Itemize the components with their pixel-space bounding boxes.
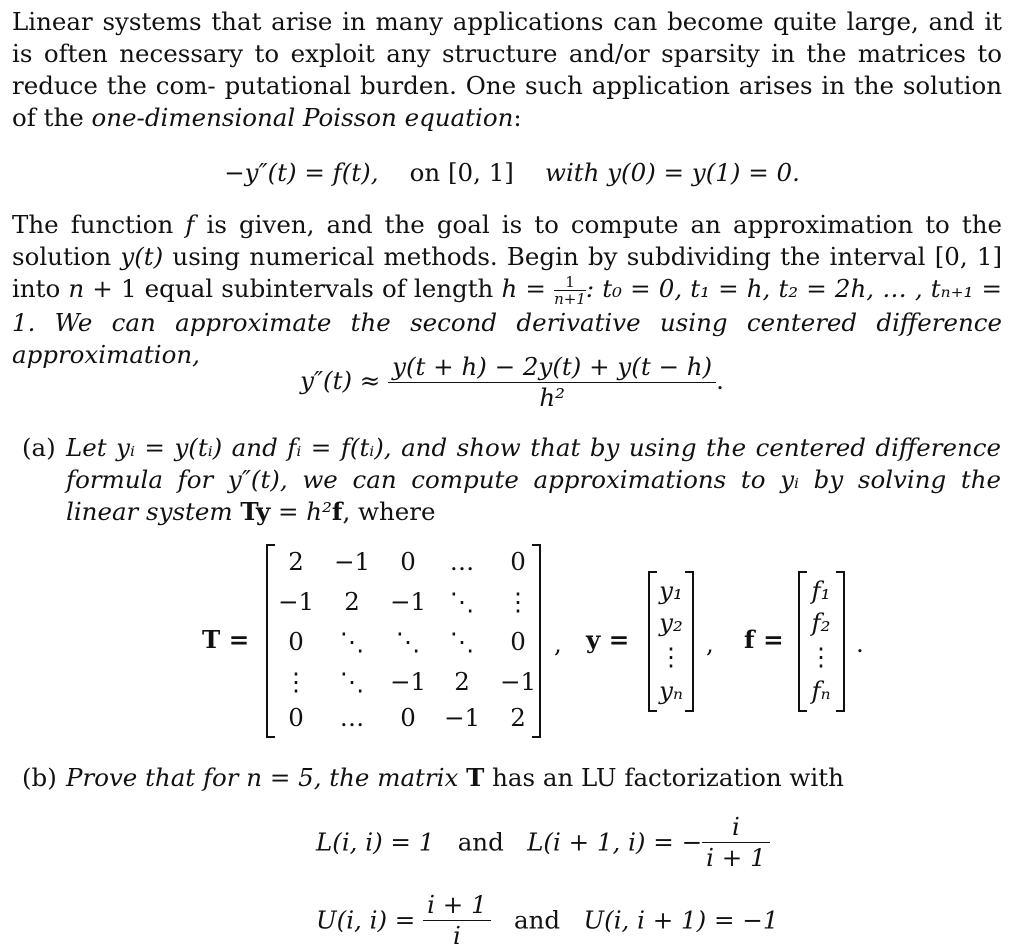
centered-difference-equation [0, 352, 1024, 413]
intro-text-2: : [513, 103, 522, 132]
cd-numerator: y(t + h) − 2y(t) + y(t − h) [392, 352, 713, 381]
U-lhs: U(i, i) = [316, 905, 416, 935]
method-n: n [68, 274, 85, 303]
T-cell: 2 [454, 667, 470, 696]
intro-paragraph [12, 6, 1002, 134]
L-fraction [702, 812, 770, 873]
part-b-text-1: Prove that for n = 5, the matrix [66, 763, 467, 792]
part-a-Ty: Ty [240, 497, 271, 526]
vector-y [648, 571, 694, 708]
T-cell: ⋱ [339, 667, 365, 696]
matrix-T [266, 544, 546, 734]
L-and: and [457, 827, 504, 857]
period: . [856, 629, 864, 658]
L-fraction-den: i + 1 [702, 842, 770, 873]
L-lhs: L(i, i) = 1 [316, 827, 435, 857]
poisson-domain: on [0, 1] [409, 158, 514, 187]
T-cell: ⋱ [449, 587, 475, 616]
T-cell: ⋮ [505, 587, 531, 616]
method-text-2: is given, and the goal is to compute an approximation to the solution [12, 210, 1002, 271]
method-text-3: using numerical methods. Begin by subdividing the interval [0, 1] into [12, 242, 1003, 303]
T-cell: … [449, 547, 475, 576]
part-a-where: , where [342, 497, 436, 526]
f-entry: f₁ [811, 576, 831, 605]
T-cell: 2 [344, 587, 360, 616]
h-fraction-num: 1 [565, 273, 575, 291]
poisson-boundary: with y(0) = y(1) = 0. [545, 158, 800, 187]
part-a-text-1: Let yᵢ = y(tᵢ) and fᵢ = f(tᵢ), and show that by using the centered difference formula for y″(t), we can compute approximations to yᵢ by solving the linear system [66, 433, 1001, 526]
h-fraction-den: n+1 [554, 290, 586, 308]
cd-denominator: h² [388, 382, 716, 413]
method-f: f [185, 210, 195, 239]
T-cell: 0 [288, 627, 304, 656]
T-cell: … [339, 703, 365, 732]
T-cell: ⋱ [395, 627, 421, 656]
T-cell: ⋱ [339, 627, 365, 656]
T-cell: ⋮ [283, 667, 309, 696]
method-text-6: : t₀ = 0, t₁ = h, t₂ = 2h, … , tₙ₊₁ = 1. We can approximate the second derivative using centered difference approximation, [12, 274, 1003, 369]
T-cell: 2 [288, 547, 304, 576]
T-cell: −1 [333, 547, 371, 576]
U-fraction [423, 890, 491, 951]
comma-1: , [554, 629, 562, 658]
part-b-text [66, 762, 1001, 794]
method-text-5: = [517, 274, 555, 303]
part-b-text-2: has an LU factorization with [484, 763, 844, 792]
method-text-1: The function [12, 210, 186, 239]
y-entry: ⋮ [658, 642, 684, 671]
method-h: h [501, 274, 518, 303]
f-entry: f₂ [811, 608, 831, 637]
T-cell: −1 [389, 667, 427, 696]
L-fraction-num: i [731, 812, 740, 841]
y-label: y = [586, 625, 630, 654]
T-cell: 0 [400, 547, 416, 576]
part-b-label: (b) [22, 763, 57, 792]
poisson-equation [0, 157, 1024, 189]
U-rhs: U(i, i + 1) = −1 [583, 905, 779, 935]
method-paragraph [12, 209, 1002, 371]
part-a-f: f [331, 497, 343, 526]
T-cell: −1 [443, 703, 481, 732]
L-rhs: L(i + 1, i) = − [527, 827, 703, 857]
T-cell: 0 [510, 627, 526, 656]
T-cell: 2 [510, 703, 526, 732]
method-yt: y(t) [120, 242, 164, 271]
U-and: and [514, 905, 561, 935]
h-fraction [554, 274, 586, 307]
T-cell: 0 [510, 547, 526, 576]
intro-text-1: Linear systems that arise in many applications can become quite large, and it is often necessary to exploit any structure and/or sparsity in the matrices to reduce the com- putational burden. One such application arises in the solution of the [12, 7, 1002, 132]
y-entry: y₂ [659, 608, 683, 637]
T-label: T = [202, 625, 250, 654]
cd-fraction [388, 352, 716, 413]
T-cell: ⋱ [449, 627, 475, 656]
T-cell: 0 [400, 703, 416, 732]
part-a-text [66, 432, 1001, 528]
part-a-eq: = h² [270, 497, 332, 526]
y-entry: yₙ [659, 676, 683, 705]
f-entry: ⋮ [808, 642, 834, 671]
f-label: f = [744, 625, 784, 654]
method-text-4: + 1 equal subintervals of length [84, 274, 502, 303]
poisson-lhs: −y″(t) = f(t), [224, 158, 379, 187]
U-equation [316, 890, 778, 951]
T-cell: −1 [499, 667, 537, 696]
cd-period: . [716, 366, 724, 395]
part-b-T: T [466, 763, 485, 792]
comma-2: , [706, 629, 714, 658]
f-entry: fₙ [811, 676, 831, 705]
U-fraction-den: i [423, 920, 491, 951]
U-fraction-num: i + 1 [427, 890, 487, 919]
T-cell: −1 [389, 587, 427, 616]
intro-emphasis: one-dimensional Poisson equation [91, 103, 514, 132]
cd-lhs: y″(t) ≈ [300, 366, 381, 395]
L-equation [316, 812, 770, 873]
vector-f [798, 571, 844, 708]
y-entry: y₁ [659, 576, 683, 605]
part-a-label: (a) [22, 433, 56, 462]
T-cell: 0 [288, 703, 304, 732]
T-cell: −1 [277, 587, 315, 616]
